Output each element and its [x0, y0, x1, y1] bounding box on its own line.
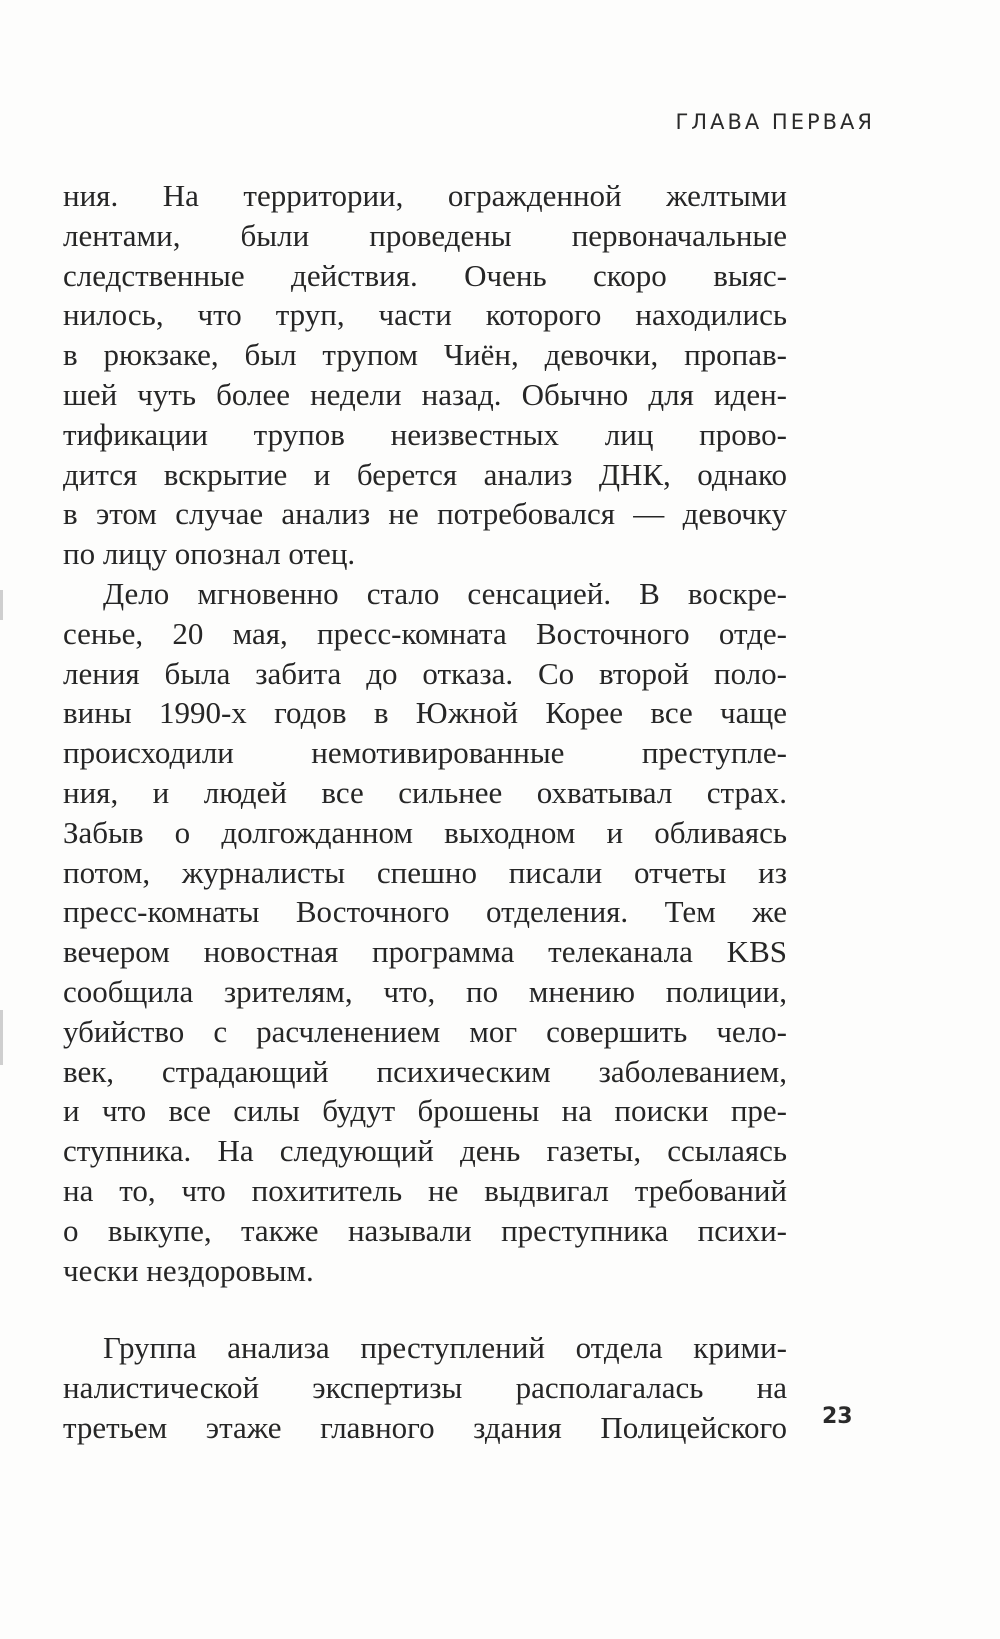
paragraph: [63, 574, 787, 1290]
text-line: дится вскрытие и берется анализ ДНК, однако: [63, 456, 787, 492]
text-line: следственные действия. Очень скоро выяс-: [63, 257, 787, 293]
paragraph: [63, 176, 787, 574]
running-head: ГЛАВА ПЕРВАЯ: [675, 110, 875, 134]
text-line: пресс-комнаты Восточного отделения. Тем же: [63, 894, 787, 930]
text-line: лентами, были проведены первоначальные: [63, 217, 787, 253]
text-line: в этом случае анализ не потребовался — девочку: [63, 496, 787, 532]
page-number: 23: [822, 1404, 853, 1429]
text-line: в рюкзаке, был трупом Чиён, девочки, пропав-: [63, 337, 787, 373]
text-line: вечером новостная программа телеканала KBS: [63, 934, 787, 970]
text-line: по лицу опознал отец.: [63, 536, 356, 572]
section-break: [63, 1290, 787, 1328]
paragraph: [63, 1328, 787, 1447]
text-line: век, страдающий психическим заболеванием,: [63, 1053, 787, 1089]
text-line: ния, и людей все сильнее охватывал страх.: [63, 774, 787, 810]
text-line: о выкупе, также называли преступника психи-: [63, 1212, 787, 1248]
text-line: тификации трупов неизвестных лиц прово-: [63, 416, 787, 452]
text-line: на то, что похититель не выдвигал требований: [63, 1172, 787, 1208]
text-line: происходили немотивированные преступле-: [63, 735, 787, 771]
text-line: и что все силы будут брошены на поиски пре-: [63, 1093, 787, 1129]
text-line: налистической экспертизы располагалась на: [63, 1370, 787, 1406]
text-line: убийство с расчленением мог совершить чело-: [63, 1013, 787, 1049]
text-line: Дело мгновенно стало сенсацией. В воскре-: [103, 575, 787, 611]
page-edge-shadow: [0, 1010, 3, 1065]
text-line: шей чуть более недели назад. Обычно для иден-: [63, 376, 787, 412]
text-line: ступника. На следующий день газеты, ссылаясь: [63, 1133, 787, 1169]
text-line: чески нездоровым.: [63, 1252, 314, 1288]
text-line: потом, журналисты спешно писали отчеты из: [63, 854, 787, 890]
text-line: нилось, что труп, части которого находились: [63, 297, 787, 333]
text-line: ления была забита до отказа. Со второй поло-: [63, 655, 787, 691]
text-line: Забыв о долгожданном выходном и обливаясь: [63, 814, 787, 850]
body-text: [63, 176, 787, 1448]
text-line: сенье, 20 мая, пресс-комната Восточного отде-: [63, 615, 787, 651]
text-line: Группа анализа преступлений отдела крими-: [103, 1330, 787, 1366]
text-line: сообщила зрителям, что, по мнению полиции,: [63, 973, 787, 1009]
page-edge-shadow: [0, 590, 3, 620]
text-line: ния. На территории, огражденной желтыми: [63, 178, 787, 213]
text-line: вины 1990-х годов в Южной Корее все чаще: [63, 695, 787, 731]
text-line: третьем этаже главного здания Полицейского: [63, 1409, 787, 1445]
